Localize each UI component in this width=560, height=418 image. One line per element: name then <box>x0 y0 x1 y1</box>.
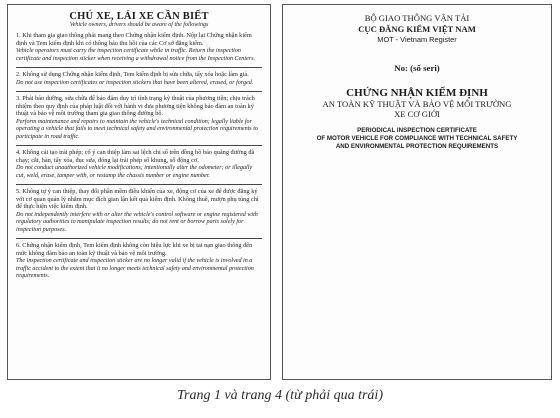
note-item-6-vietnamese: 6. Chứng nhận kiểm định, Tem kiểm định không còn hiệu lực khi xe bị tai nạn giao thông đến mức không đảm bảo an toàn kỹ thuật và bảo vệ môi trường. <box>16 242 253 257</box>
certificate-subtitle-line1: AN TOÀN KỸ THUẬT VÀ BẢO VỆ MÔI TRƯỜNG <box>322 99 512 109</box>
divider <box>16 67 262 68</box>
divider <box>16 238 262 239</box>
certificate-title: CHỨNG NHẬN KIỂM ĐỊNH <box>346 87 488 99</box>
notes-subtitle: Vehicle owners, drivers should be aware of the followings <box>69 22 209 28</box>
note-item-5-vietnamese: 5. Không tự ý can thiệp, thay đổi phần mềm điều khiển của xe, động cơ của xe để được đăng ký với cơ quan quản lý nhằm mục đích gian lận kết quả kiểm định. Không thuê, mượn phụ tùng chỉ để thực hiện việc kiểm định. <box>16 188 259 211</box>
agency-english-name: MOT - Vietnam Register <box>377 35 457 44</box>
divider <box>16 184 262 185</box>
ministry-name: BỘ GIAO THÔNG VẬN TẢI <box>364 13 470 23</box>
figure-caption: Trang 1 và trang 4 (từ phải qua trái) <box>177 388 383 403</box>
certificate-english-line2: OF MOTOR VEHICLE FOR COMPLIANCE WITH TECHNICAL SAFETY <box>316 134 518 142</box>
note-item-4-english: Do not conduct unauthorized vehicle modifications; intentionally alter the odometer; or illegally cut, weld, erase, tamper with, or restamp the chassis number or engine number. <box>16 165 253 179</box>
note-item-1-english: Vehicle operators must carry the inspection certificate while in traffic. Return the inspection certificate and inspection sticker when receiving a withdrawal notice from the Inspection Centers. <box>16 48 256 62</box>
notes-title: CHÚ XE, LÁI XE CẦN BIẾT <box>69 11 209 22</box>
note-item-3-english: Perform maintenance and repairs to maintain the vehicle's technical condition; legally liable for operating a vehicle that fails to meet technical safety and environmental protection requirements to participate in road traffic. <box>16 118 258 140</box>
note-item-2-english: Do not use inspection certificates or inspection stickers that have been altered, erased, or forged. <box>16 79 254 86</box>
certificate-english-line1: PERIODICAL INSPECTION CERTIFICATE <box>357 127 477 134</box>
certificate-subtitle-line2: XE CƠ GIỚI <box>394 109 440 119</box>
divider <box>16 91 262 92</box>
register-agency-name: CỤC ĐĂNG KIỂM VIỆT NAM <box>358 24 476 34</box>
note-item-3-vietnamese: 3. Phải bảo dưỡng, sửa chữa để bảo đảm duy trì tình trạng kỹ thuật của phương tiện; chịu trách nhiệm theo quy định của pháp luật đối với hành vi đưa phương tiện không bảo đảm an toàn kỹ thuật và bảo vệ môi trường tham gia giao thông đường bộ. <box>16 95 255 118</box>
note-item-5-english: Do not independently interfere with or alter the vehicle's control software or engine registered with regulatory authorities to manipulate inspection results; do not rent or borrow parts solely for inspection purposes. <box>16 211 258 233</box>
note-item-4-vietnamese: 4. Không cải tạo trái phép; cố ý can thiệp làm sai lệch chỉ số trên đồng hồ báo quãng đường đã chạy; cắt, hàn, tẩy xóa, đục sửa, đóng lại trái phép số khung, số động cơ. <box>16 149 255 164</box>
booklet-page-4-driver-notes <box>7 4 271 380</box>
note-item-1-vietnamese: 1. Khi tham gia giao thông phải mang theo Chứng nhận kiểm định. Nộp lại Chứng nhận kiểm định và Tem kiểm định khi có thông báo thu hồi của các Cơ sở đăng kiểm. <box>16 32 252 47</box>
serial-number: No: (số seri) <box>394 63 440 73</box>
booklet-page-1-cover <box>282 4 552 380</box>
note-item-2-vietnamese: 2. Không sử dụng Chứng nhận kiểm định, Tem kiểm định bị sửa chữa, tẩy xóa hoặc làm giả. <box>16 71 249 78</box>
note-item-6-english: The inspection certificate and inspection sticker are no longer valid if the vehicle is involved in a traffic accident to the extent that it no longer meets technical safety and environmental protection requirements. <box>16 258 254 279</box>
divider <box>16 145 262 146</box>
certificate-english-line3: AND ENVIRONMENTAL PROTECTION REQUIREMENTS <box>335 142 499 150</box>
